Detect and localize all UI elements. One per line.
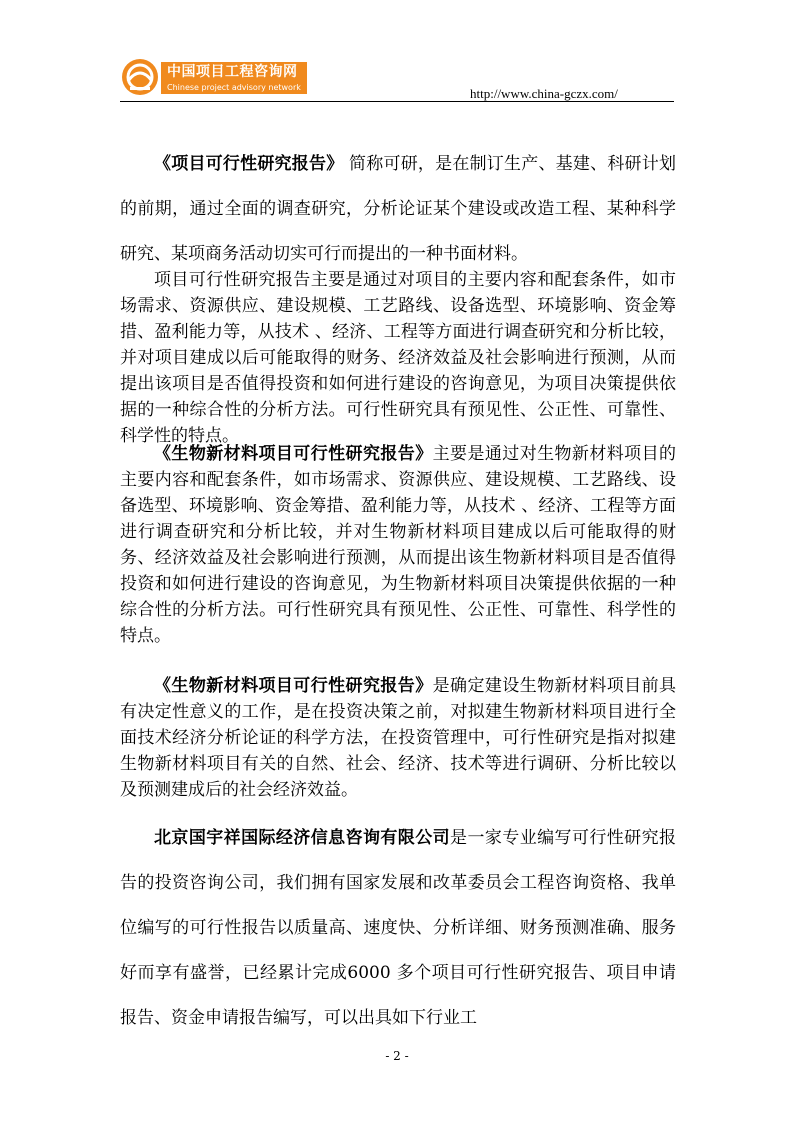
paragraph-5-bold-title: 北京国宇祥国际经济信息咨询有限公司 — [154, 828, 451, 848]
paragraph-5-text: 是一家专业编写可行性研究报告的投资咨询公司，我们拥有国家发展和改革委员会工程咨询资格、我单位编写的可行性报告以质量高、速度快、分析详细、财务预测准确、服务好而享有盛誉，已经累计完成6000 多个项目可行性研究报告、项目申请报告、资金申请报告编写，可以出具如下行业工 — [120, 828, 677, 1028]
site-logo — [120, 55, 301, 100]
paragraph-2-text: 项目可行性研究报告主要是通过对项目的主要内容和配套条件，如市场需求、资源供应、建设规模、工艺路线、设备选型、环境影响、资金筹措、盈利能力等，从技术 、经济、工程等方面进行调查研究和分析比较，并对项目建成以后可能取得的财务、经济效益及社会影响进行预测，从而提出该项目是否值得投资和如何进行建设的咨询意见，为项目决策提供依据的一种综合性的分析方法。可行性研究具有预见性、公正性、可靠性、科学性的特点。 — [120, 270, 676, 446]
paragraph-1-text: 简称可研，是在制订生产、基建、科研计划的前期，通过全面的调查研究，分析论证某个建设或改造工程、某种科学研究、某项商务活动切实可行而提出的一种书面材料。 — [120, 154, 677, 264]
header-url-link[interactable]: http://www.china-gczx.com/ — [470, 86, 618, 101]
header-divider — [120, 101, 674, 102]
paragraph-3-text: 主要是通过对生物新材料项目的主要内容和配套条件，如市场需求、资源供应、建设规模、工艺路线、设备选型、环境影响、资金筹措、盈利能力等，从技术 、经济、工程等方面进行调查研究和分析比较，并对生物新材料项目建成以后可能取得的财务、经济效益及社会影响进行预测，从而提出该生物新材料项目是否值得投资和如何进行建设的咨询意见，为生物新材料项目决策提供依据的一种综合性的分析方法。可行性研究具有预见性、公正性、可靠性、科学性的特点。 — [120, 444, 677, 646]
paragraph-1-bold-title: 《项目可行性研究报告》 — [154, 154, 344, 174]
paragraph-4 — [120, 673, 676, 803]
page-number: - 2 - — [385, 1049, 409, 1063]
paragraph-5 — [120, 816, 676, 1041]
logo-emblem-icon — [120, 57, 160, 97]
paragraph-2 — [120, 267, 676, 449]
paragraph-4-text: 是确定建设生物新材料项目前具有决定性意义的工作，是在投资决策之前，对拟建生物新材料项目进行全面技术经济分析论证的科学方法，在投资管理中，可行性研究是指对拟建生物新材料项目有关的自然、社会、经济、技术等进行调研、分析比较以及预测建成后的社会经济效益。 — [120, 676, 677, 800]
paragraph-4-bold-title: 《生物新材料项目可行性研究报告》 — [154, 676, 433, 696]
paragraph-3 — [120, 441, 676, 649]
logo-english-name: Chinese project advisory network — [161, 82, 307, 94]
logo-text — [161, 62, 307, 94]
paragraph-1 — [120, 142, 676, 277]
paragraph-3-bold-title: 《生物新材料项目可行性研究报告》 — [154, 444, 433, 464]
logo-chinese-name: 中国项目工程咨询网 — [161, 62, 307, 82]
